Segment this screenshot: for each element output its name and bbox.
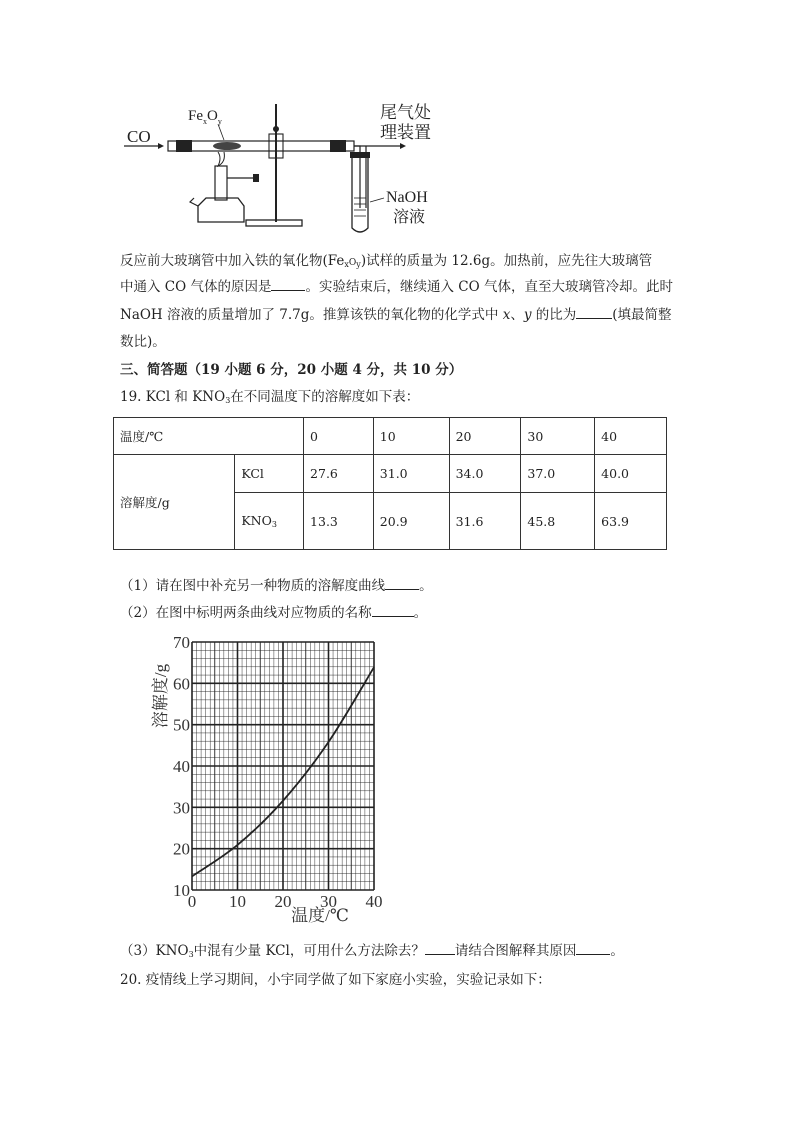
table-cell: 45.8 bbox=[521, 493, 595, 550]
naoh-label: NaOH bbox=[386, 189, 428, 206]
answer-blank[interactable] bbox=[576, 304, 612, 319]
q20-intro: 20. 疫情线上学习期间，小宇同学做了如下家庭小实验，实验记录如下： bbox=[120, 972, 551, 988]
table-cell: 10 bbox=[373, 418, 449, 455]
table-row bbox=[114, 418, 667, 455]
kcl-label-cell: KCl bbox=[235, 455, 304, 493]
table-cell: 20.9 bbox=[373, 493, 449, 550]
x-tick-label: 30 bbox=[320, 892, 337, 911]
x-tick-label: 20 bbox=[274, 892, 292, 911]
solubility-chart bbox=[140, 628, 400, 928]
y-tick-label: 10 bbox=[173, 881, 190, 900]
q18-line4: 数比)。 bbox=[120, 334, 166, 350]
table-cell: 63.9 bbox=[595, 493, 667, 550]
table-cell: 37.0 bbox=[521, 455, 595, 493]
table-cell: 13.3 bbox=[304, 493, 374, 550]
experiment-apparatus-figure bbox=[118, 98, 448, 240]
oxide-formula-label: $Fe_xO_y$ bbox=[188, 108, 222, 126]
table-cell: 30 bbox=[521, 418, 595, 455]
burner bbox=[215, 166, 227, 200]
x-tick-label: 40 bbox=[365, 892, 383, 911]
y-tick-label: 40 bbox=[173, 757, 190, 776]
chart-grid bbox=[192, 642, 374, 890]
q18-line2: 中通入 CO 气体的原因是 。实验结束后，继续通入 CO 气体，直至大玻璃管冷却。此时 bbox=[120, 273, 673, 301]
exhaust-label-line1: 尾气处 bbox=[380, 103, 431, 123]
q19-part2: （2）在图中标明两条曲线对应物质的名称 。 bbox=[120, 599, 427, 627]
q19-part3: $(3)KNO_3$中混有少量 KCl，可用什么方法除去？ 请结合图解释其原因 。 bbox=[120, 937, 624, 969]
answer-blank[interactable] bbox=[271, 276, 305, 291]
section-heading: 三、简答题（19 小题 6 分，20 小题 4 分，共 10 分） bbox=[120, 362, 463, 378]
table-cell: 27.6 bbox=[304, 455, 374, 493]
table-cell: 20 bbox=[449, 418, 521, 455]
y-tick-label: 60 bbox=[173, 674, 190, 694]
answer-blank[interactable] bbox=[425, 940, 455, 955]
q19-part1: （1）请在图中补充另一种物质的溶解度曲线 。 bbox=[120, 572, 433, 600]
temp-header-cell: 温度/℃ bbox=[114, 418, 304, 455]
y-tick-label: 30 bbox=[173, 798, 190, 818]
chart-x-axis-label: 温度/℃ bbox=[291, 906, 349, 925]
answer-blank[interactable] bbox=[576, 940, 610, 955]
co-label: CO bbox=[127, 127, 151, 146]
kno3-label-cell: $KNO_3$ bbox=[235, 493, 304, 550]
q18-line3: NaOH 溶液的质量增加了 7.7g。推算该铁的氧化物的化学式中 x、y 的比为 (填最简整 bbox=[120, 301, 672, 329]
exhaust-label-line2: 理装置 bbox=[380, 123, 431, 143]
naoh-solution-label: 溶液 bbox=[393, 207, 426, 226]
table-cell: 31.6 bbox=[449, 493, 521, 550]
q18-line1: 反应前大玻璃管中加入铁的氧化物$(Fe_xO_y)$试样的质量为 12.6g。加热前，应先往大玻璃管 bbox=[120, 253, 653, 269]
table-row bbox=[114, 455, 667, 493]
solubility-table bbox=[113, 417, 667, 550]
q19-intro: 19. KCl 和 $KNO_3$在不同温度下的溶解度如下表： bbox=[120, 389, 420, 405]
table-cell: 31.0 bbox=[373, 455, 449, 493]
answer-blank[interactable] bbox=[385, 575, 419, 590]
iron-oxide-sample bbox=[213, 142, 241, 150]
table-cell: 34.0 bbox=[449, 455, 521, 493]
y-tick-label: 50 bbox=[173, 715, 190, 735]
table-cell: 40.0 bbox=[595, 455, 667, 493]
solubility-label-cell: 溶解度/g bbox=[114, 455, 235, 550]
x-tick-label: 10 bbox=[229, 892, 246, 911]
x-tick-label: 0 bbox=[187, 892, 197, 911]
y-tick-label: 70 bbox=[173, 633, 190, 652]
table-cell: 40 bbox=[595, 418, 667, 455]
chart-y-axis-label: 溶解度/g bbox=[151, 663, 170, 729]
y-tick-label: 20 bbox=[173, 839, 190, 859]
table-cell: 0 bbox=[304, 418, 374, 455]
glass-tube bbox=[168, 141, 354, 151]
answer-blank[interactable] bbox=[372, 602, 414, 617]
